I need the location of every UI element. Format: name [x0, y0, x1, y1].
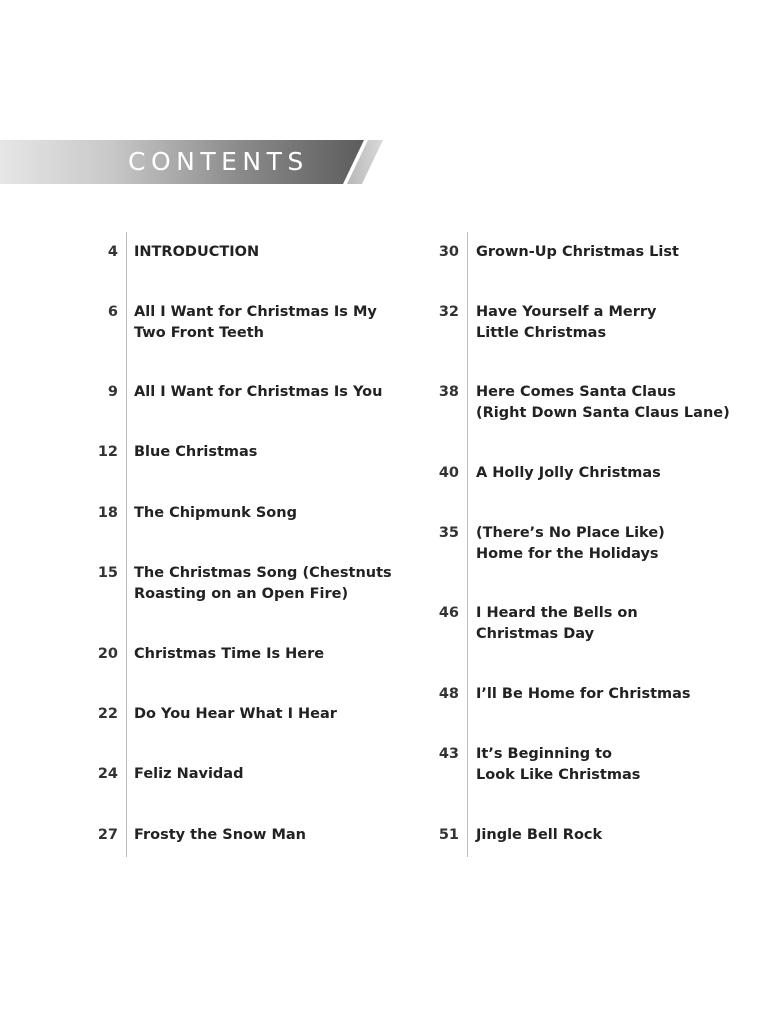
page-number: 35	[438, 525, 459, 541]
page-number: 12	[97, 444, 118, 460]
entry-title: (There’s No Place Like) Home for the Holidays	[476, 525, 665, 562]
entry-title: Have Yourself a Merry Little Christmas	[476, 304, 657, 341]
page-number: 6	[107, 304, 118, 320]
entry-title: Feliz Navidad	[134, 766, 244, 782]
page-number: 51	[438, 827, 459, 843]
page-number: 18	[97, 505, 118, 521]
entry-title: INTRODUCTION	[134, 244, 260, 260]
column-divider	[126, 232, 127, 857]
entry-title: I’ll Be Home for Christmas	[476, 686, 691, 702]
entry-title: It’s Beginning to Look Like Christmas	[476, 746, 641, 783]
entry-title: I Heard the Bells on Christmas Day	[476, 605, 638, 642]
column-divider	[467, 232, 468, 857]
page-number: 27	[97, 827, 118, 843]
entry-title: The Christmas Song (Chestnuts Roasting on an Open Fire)	[134, 565, 392, 602]
entry-title: All I Want for Christmas Is My Two Front Teeth	[134, 304, 377, 341]
entry-title: A Holly Jolly Christmas	[476, 465, 661, 481]
entry-title: All I Want for Christmas Is You	[134, 384, 383, 400]
page-number: 38	[438, 384, 459, 400]
entry-title: Blue Christmas	[134, 444, 258, 460]
entry-title: Here Comes Santa Claus (Right Down Santa Claus Lane)	[476, 384, 730, 421]
page-number: 4	[107, 244, 118, 260]
contents-banner	[0, 140, 383, 184]
page-number: 15	[97, 565, 118, 581]
page-number: 48	[438, 686, 459, 702]
entry-title: Frosty the Snow Man	[134, 827, 306, 843]
page-number: 46	[438, 605, 459, 621]
page-number: 22	[97, 706, 118, 722]
page-number: 9	[107, 384, 118, 400]
page-number: 24	[97, 766, 118, 782]
entry-title: Do You Hear What I Hear	[134, 706, 337, 722]
page-title: CONTENTS	[128, 147, 309, 176]
entry-title: The Chipmunk Song	[134, 505, 297, 521]
entry-title: Grown-Up Christmas List	[476, 244, 679, 260]
page-number: 43	[438, 746, 459, 762]
entry-title: Jingle Bell Rock	[476, 827, 603, 843]
toc-left-column	[85, 232, 395, 857]
page-number: 20	[97, 646, 118, 662]
page-number: 32	[438, 304, 459, 320]
page-number: 30	[438, 244, 459, 260]
entry-title: Christmas Time Is Here	[134, 646, 325, 662]
page-number: 40	[438, 465, 459, 481]
toc-right-column	[425, 232, 755, 857]
